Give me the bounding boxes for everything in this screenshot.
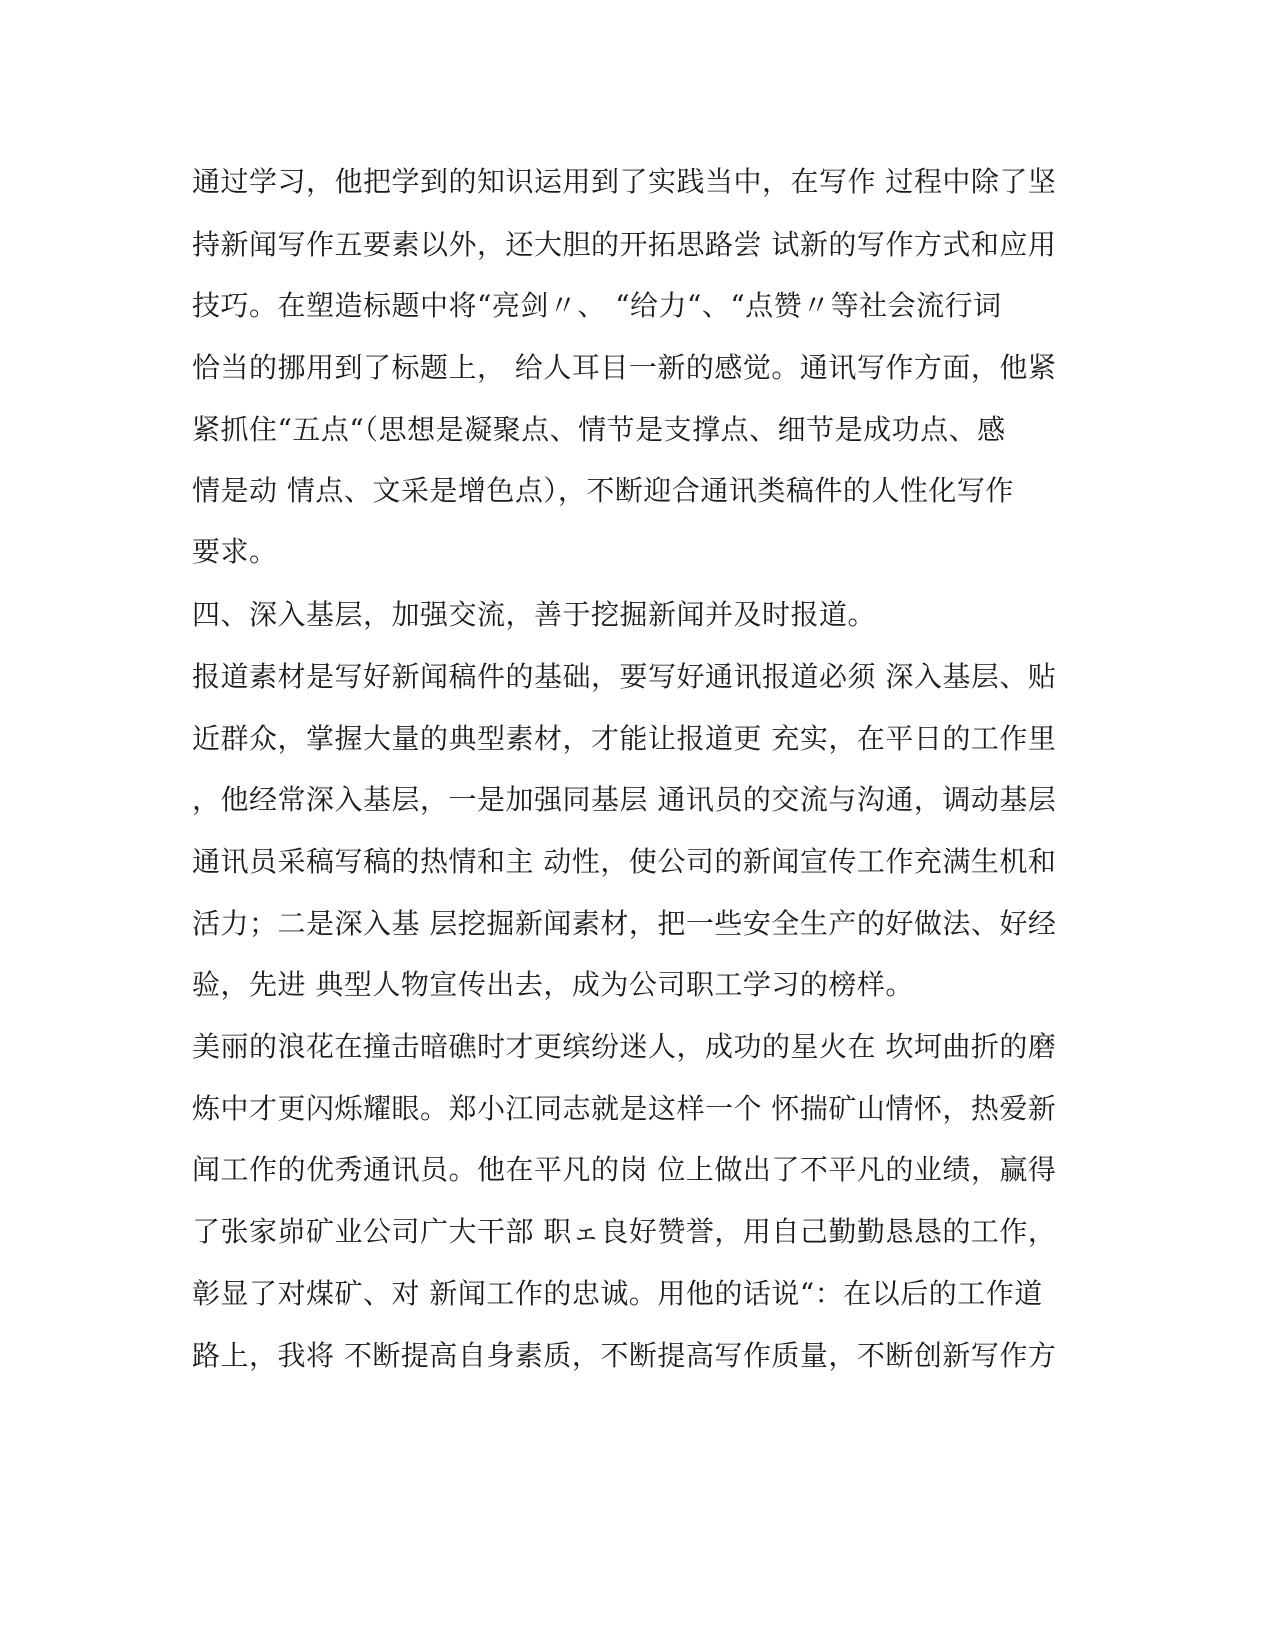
text-line: 情是动 情点、文采是增色点），不断迎合通讯类稿件的人性化写作 [192, 474, 1014, 507]
text-line: 近群众，掌握大量的典型素材，才能让报道更 充实，在平日的工作里 [192, 722, 1057, 755]
text-line: 了张家峁矿业公司广大干部 职ェ良好赞誉，用自己勤勤恳恳的工作， [192, 1215, 1057, 1248]
text-line: 活力；二是深入基 层挖掘新闻素材，把一些安全生产的好做法、好经 [192, 907, 1057, 940]
text-line: 闻工作的优秀通讯员。他在平凡的岗 位上做出了不平凡的业绩，赢得 [192, 1153, 1057, 1186]
text-line: 通讯员采稿写稿的热情和主 动性，使公司的新闻宣传工作充满生机和 [192, 845, 1057, 878]
section-heading: 四、深入基层，加强交流，善于挖掘新闻并及时报道。 [192, 598, 877, 631]
text-line: ，他经常深入基层，一是加强同基层 通讯员的交流与沟通，调动基层 [192, 783, 1057, 816]
text-line: 美丽的浪花在撞击暗礁时才更缤纷迷人，成功的星火在 坎坷曲折的磨 [192, 1030, 1057, 1063]
text-line: 紧抓住“五点“（思想是凝聚点、情节是支撑点、细节是成功点、感 [192, 413, 1006, 446]
text-line: 技巧。在塑造标题中将“亮剑〃、 “给力“、“点赞〃等社会流行词 [192, 289, 1002, 322]
text-line: 路上，我将 不断提高自身素质，不断提高写作质量，不断创新写作方 [192, 1339, 1057, 1372]
text-line: 持新闻写作五要素以外，还大胆的开拓思路尝 试新的写作方式和应用 [192, 228, 1057, 261]
text-line: 通过学习，他把学到的知识运用到了实践当中，在写作 过程中除了坚 [192, 165, 1057, 198]
text-line: 炼中才更闪烁耀眼。郑小江同志就是这样一个 怀揣矿山情怀，热爱新 [192, 1092, 1057, 1125]
text-line: 验，先进 典型人物宣传出去，成为公司职工学习的榜样。 [192, 968, 914, 1001]
text-line: 彰显了对煤矿、对 新闻工作的忠诚。用他的话说“：在以后的工作道 [192, 1277, 1043, 1310]
text-line: 恰当的挪用到了标题上， 给人耳目一新的感觉。通讯写作方面，他紧 [192, 351, 1057, 384]
text-line: 要求。 [192, 535, 278, 568]
text-line: 报道素材是写好新闻稿件的基础，要写好通讯报道必须 深入基层、贴 [192, 660, 1057, 693]
